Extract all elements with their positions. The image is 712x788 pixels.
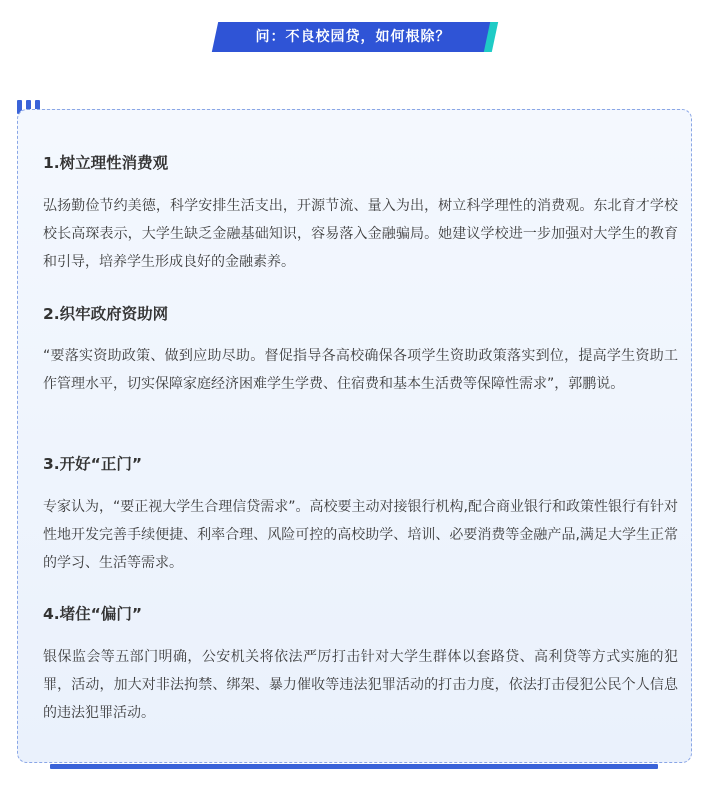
content-card xyxy=(17,109,692,763)
section-heading-3: 3.开好“正门” xyxy=(43,455,143,473)
section-heading-1: 1.树立理性消费观 xyxy=(43,154,169,172)
title-banner xyxy=(213,22,499,52)
section-heading-2: 2.织牢政府资助网 xyxy=(43,305,169,323)
banner-title: 问：不良校园贷，如何根除？ xyxy=(255,29,451,45)
section-paragraph-3: 专家认为，“要正视大学生合理信贷需求”。高校要主动对接银行机构,配合商业银行和政策性银行有针对性地开发完善手续便捷、利率合理、风险可控的高校助学、培训、必要消费等金融产品,满足大学生正常的学习、生活等需求。 xyxy=(43,499,678,571)
section-paragraph-1: 弘扬勤俭节约美德，科学安排生活支出，开源节流、量入为出，树立科学理性的消费观。东北育才学校校长高琛表示，大学生缺乏金融基础知识，容易落入金融骗局。她建议学校进一步加强对大学生的教育和引导，培养学生形成良好的金融素养。 xyxy=(43,198,678,270)
section-paragraph-4: 银保监会等五部门明确，公安机关将依法严厉打击针对大学生群体以套路贷、高利贷等方式实施的犯罪，活动，加大对非法拘禁、绑架、暴力催收等违法犯罪活动的打击力度，依法打击侵犯公民个人信息的违法犯罪活动。 xyxy=(43,649,678,721)
bottom-accent-bar xyxy=(50,764,658,769)
section-paragraph-2: “要落实资助政策、做到应助尽助。督促指导各高校确保各项学生资助政策落实到位，提高学生资助工作管理水平，切实保障家庭经济困难学生学费、住宿费和基本生活费等保障性需求”，郭鹏说。 xyxy=(43,348,678,392)
section-heading-4: 4.堵住“偏门” xyxy=(43,605,143,623)
